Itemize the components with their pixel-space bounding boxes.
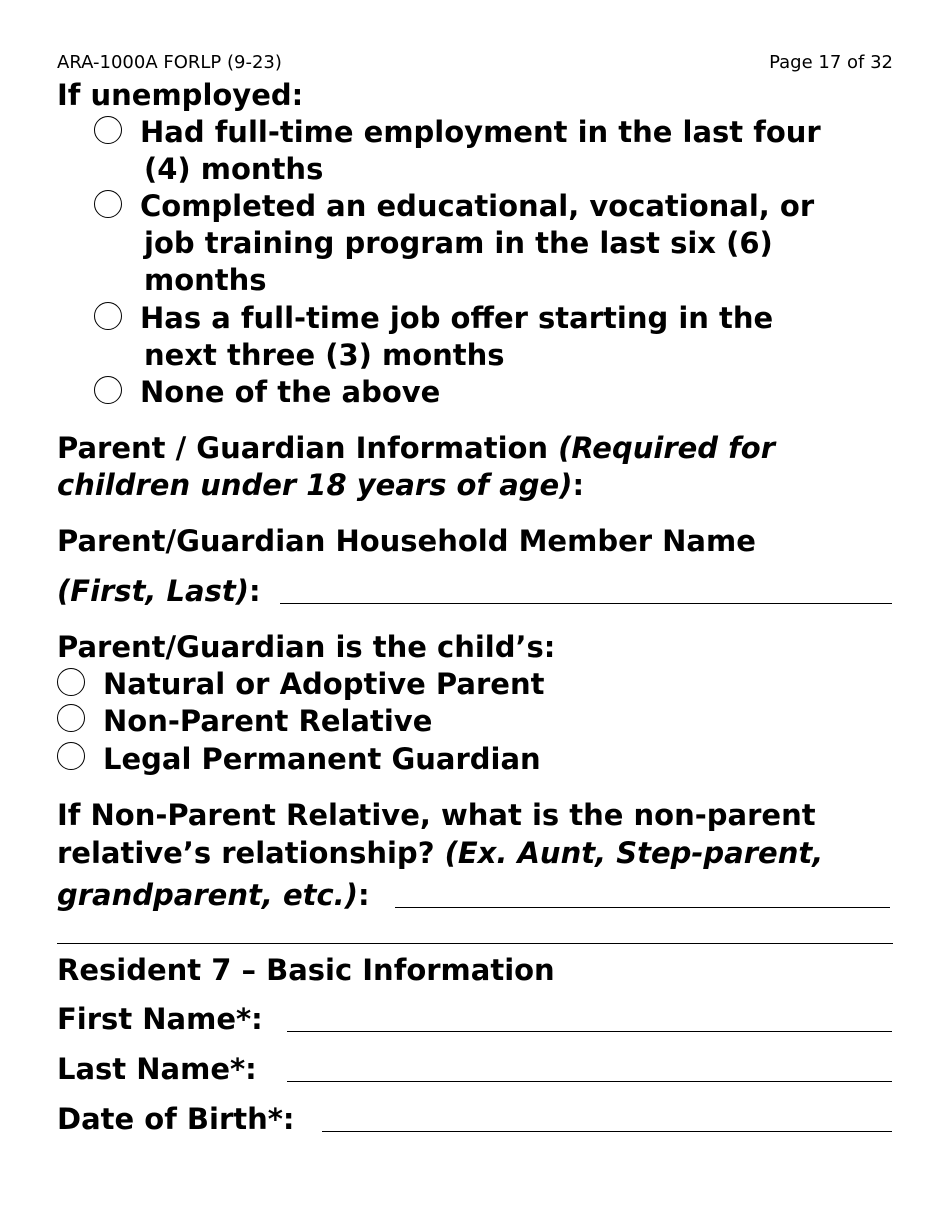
radio-non-parent-relative[interactable] — [57, 704, 85, 732]
parent-info-heading-text: Parent / Guardian Information — [57, 431, 559, 465]
form-id: ARA-1000A FORLP (9-23) — [57, 52, 282, 73]
nonparent-question-colon: : — [357, 878, 370, 912]
option-job-offer-line1: Has a full-time job offer starting in the — [140, 301, 774, 335]
first-name-label: First Name*: — [57, 1002, 263, 1036]
parent-info-heading-line2 — [57, 467, 584, 504]
dob-label: Date of Birth*: — [57, 1102, 295, 1136]
radio-job-offer[interactable] — [94, 302, 122, 330]
resident7-heading: Resident 7 – Basic Information — [57, 953, 555, 987]
page-number: Page 17 of 32 — [769, 52, 893, 73]
option-completed-training-line2: job training program in the last six (6) — [144, 226, 773, 260]
member-name-label: Parent/Guardian Household Member Name — [57, 524, 756, 558]
dob-field[interactable] — [322, 1131, 892, 1132]
section-divider — [57, 943, 893, 944]
option-completed-training-line1: Completed an educational, vocational, or — [140, 189, 815, 223]
radio-completed-training[interactable] — [94, 190, 122, 218]
nonparent-question-line3 — [57, 877, 370, 914]
relation-question: Parent/Guardian is the child’s: — [57, 630, 556, 664]
option-full-time-employment-line2: (4) months — [144, 152, 324, 186]
nonparent-question-line2 — [57, 835, 823, 872]
option-none-of-above: None of the above — [140, 375, 441, 409]
nonparent-relationship-field[interactable] — [395, 907, 890, 908]
unemployed-heading: If unemployed: — [57, 78, 304, 112]
first-last-label — [57, 573, 261, 610]
option-legal-permanent-guardian: Legal Permanent Guardian — [103, 742, 541, 776]
nonparent-question-example-2: grandparent, etc.) — [57, 878, 358, 912]
radio-natural-adoptive-parent[interactable] — [57, 668, 85, 696]
first-last-colon: : — [248, 574, 261, 608]
option-non-parent-relative: Non-Parent Relative — [103, 704, 433, 738]
option-job-offer-line2: next three (3) months — [144, 338, 505, 372]
first-name-field[interactable] — [287, 1031, 892, 1032]
last-name-label: Last Name*: — [57, 1052, 257, 1086]
parent-info-heading-colon: : — [572, 468, 585, 502]
parent-info-heading — [57, 430, 775, 467]
option-full-time-employment-line1: Had full-time employment in the last four — [140, 115, 821, 149]
member-name-field[interactable] — [280, 603, 892, 604]
option-natural-adoptive-parent: Natural or Adoptive Parent — [103, 667, 545, 701]
nonparent-question-example-1: (Ex. Aunt, Step-parent, — [444, 836, 824, 870]
parent-info-heading-note-2: children under 18 years of age) — [57, 468, 573, 502]
first-last-hint: (First, Last) — [57, 574, 249, 608]
option-completed-training-line3: months — [144, 263, 267, 297]
parent-info-heading-note-1: (Required for — [558, 431, 775, 465]
radio-full-time-employment[interactable] — [94, 116, 122, 144]
last-name-field[interactable] — [287, 1081, 892, 1082]
nonparent-question-line1: If Non-Parent Relative, what is the non-parent — [57, 798, 816, 832]
nonparent-question-text: relative’s relationship? — [57, 836, 445, 870]
radio-none-of-above[interactable] — [94, 376, 122, 404]
radio-legal-permanent-guardian[interactable] — [57, 742, 85, 770]
